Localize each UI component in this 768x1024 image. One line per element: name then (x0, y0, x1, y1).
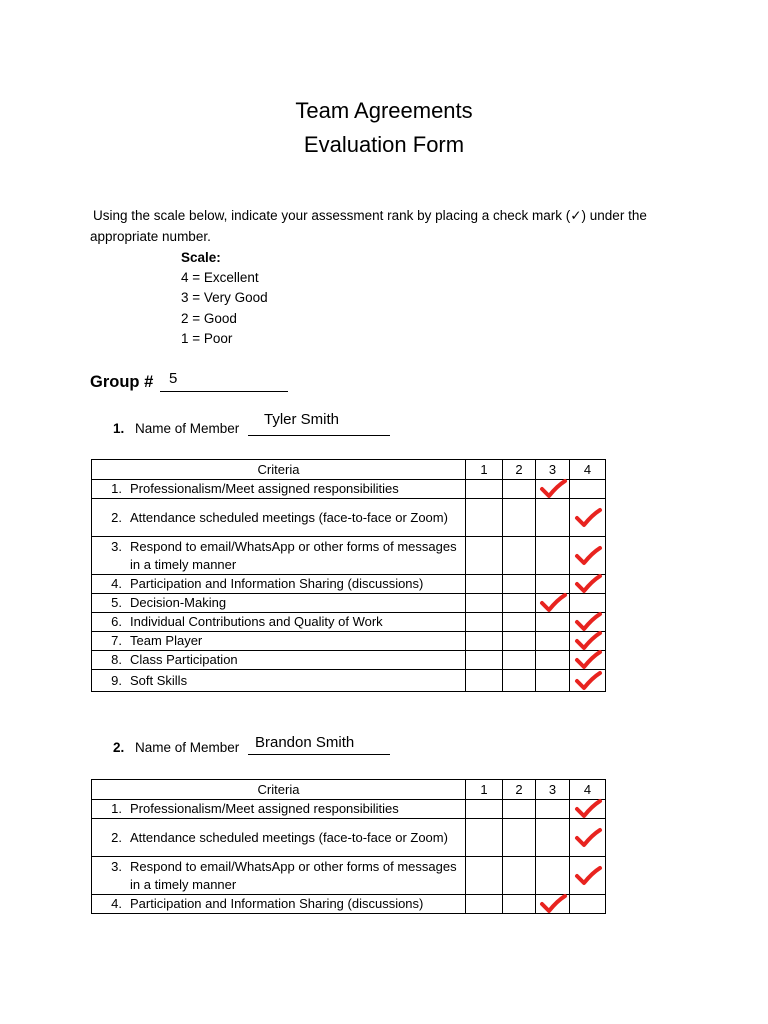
score-cell-1[interactable] (466, 499, 503, 537)
score-cell-4[interactable] (570, 632, 606, 651)
score-cell-3[interactable] (536, 480, 570, 499)
score-cell-4[interactable] (570, 613, 606, 632)
scale-item-3: 3 = Very Good (181, 290, 268, 305)
table-header-row (92, 780, 606, 800)
scale-label: Scale: (181, 250, 221, 265)
score-cell-2[interactable] (503, 857, 536, 895)
header-score-4: 4 (570, 460, 606, 480)
score-cell-1[interactable] (466, 632, 503, 651)
criteria-cell (92, 537, 466, 575)
criteria-number: 6. (111, 614, 122, 629)
criteria-text: Individual Contributions and Quality of Work (130, 614, 383, 629)
scale-item-4: 4 = Excellent (181, 270, 259, 285)
score-cell-2[interactable] (503, 575, 536, 594)
member-2-name[interactable]: Brandon Smith (255, 734, 355, 751)
criteria-text: Soft Skills (130, 672, 188, 688)
criteria-cell (92, 895, 466, 914)
score-cell-2[interactable] (503, 651, 536, 670)
table-header-row (92, 460, 606, 480)
score-cell-1[interactable] (466, 857, 503, 895)
scale-item-2: 2 = Good (181, 311, 237, 326)
member-1-criteria-table (91, 459, 606, 692)
group-label: Group # (90, 373, 154, 391)
header-score-2: 2 (503, 780, 536, 800)
table-row (92, 800, 606, 819)
member-2-criteria-table (91, 779, 606, 914)
header-score-3: 3 (536, 780, 570, 800)
table-row (92, 575, 606, 594)
table-row (92, 594, 606, 613)
table-row (92, 613, 606, 632)
score-cell-3[interactable] (536, 575, 570, 594)
score-cell-1[interactable] (466, 651, 503, 670)
score-cell-4[interactable] (570, 499, 606, 537)
criteria-text: Class Participation (130, 652, 238, 667)
score-cell-3[interactable] (536, 594, 570, 613)
criteria-number: 4. (111, 576, 122, 591)
score-cell-3[interactable] (536, 857, 570, 895)
instructions-line1: Using the scale below, indicate your assessment rank by placing a check mark (✓) under the (93, 208, 647, 223)
check-mark-icon (538, 893, 568, 915)
criteria-text: Team Player (130, 633, 203, 648)
criteria-cell (92, 670, 466, 692)
criteria-number: 9. (111, 672, 122, 688)
criteria-text: Attendance scheduled meetings (face-to-face or Zoom) (130, 829, 448, 845)
header-criteria: Criteria (92, 780, 466, 800)
score-cell-1[interactable] (466, 819, 503, 857)
score-cell-3[interactable] (536, 670, 570, 692)
criteria-text: Participation and Information Sharing (discussions) (130, 576, 424, 591)
scale-item-1: 1 = Poor (181, 331, 233, 346)
criteria-text: Respond to email/WhatsApp or other forms of messages in a timely manner (130, 858, 457, 892)
criteria-text: Professionalism/Meet assigned responsibilities (130, 481, 399, 496)
criteria-number: 3. (111, 858, 122, 874)
score-cell-4[interactable] (570, 537, 606, 575)
score-cell-4[interactable] (570, 480, 606, 499)
score-cell-4[interactable] (570, 857, 606, 895)
criteria-text: Professionalism/Meet assigned responsibilities (130, 801, 399, 816)
member-2-blank-line (248, 754, 390, 755)
score-cell-2[interactable] (503, 499, 536, 537)
criteria-number: 4. (111, 896, 122, 911)
score-cell-3[interactable] (536, 651, 570, 670)
header-criteria: Criteria (92, 460, 466, 480)
criteria-text: Respond to email/WhatsApp or other forms of messages in a timely manner (130, 538, 457, 572)
score-cell-3[interactable] (536, 895, 570, 914)
table-row (92, 857, 606, 895)
criteria-cell (92, 819, 466, 857)
table-row (92, 537, 606, 575)
criteria-number: 1. (111, 481, 122, 496)
score-cell-2[interactable] (503, 632, 536, 651)
check-mark-icon (573, 649, 603, 671)
score-cell-4[interactable] (570, 594, 606, 613)
score-cell-2[interactable] (503, 480, 536, 499)
check-mark-icon (538, 592, 568, 614)
table-row (92, 895, 606, 914)
criteria-number: 1. (111, 801, 122, 816)
score-cell-1[interactable] (466, 613, 503, 632)
header-score-4: 4 (570, 780, 606, 800)
criteria-cell (92, 499, 466, 537)
score-cell-4[interactable] (570, 575, 606, 594)
criteria-number: 7. (111, 633, 122, 648)
check-mark-icon (573, 545, 603, 567)
table-row (92, 480, 606, 499)
criteria-cell (92, 800, 466, 819)
criteria-text: Decision-Making (130, 595, 227, 610)
table-row (92, 499, 606, 537)
member-2-number: 2. (113, 740, 125, 755)
criteria-number: 8. (111, 652, 122, 667)
score-cell-1[interactable] (466, 670, 503, 692)
group-number-value[interactable]: 5 (169, 370, 178, 387)
table-row (92, 819, 606, 857)
score-cell-3[interactable] (536, 632, 570, 651)
member-1-label: Name of Member (135, 421, 240, 436)
criteria-number: 3. (111, 538, 122, 554)
score-cell-3[interactable] (536, 537, 570, 575)
score-cell-2[interactable] (503, 800, 536, 819)
score-cell-2[interactable] (503, 819, 536, 857)
criteria-number: 2. (111, 509, 122, 525)
member-2-label: Name of Member (135, 740, 240, 755)
score-cell-4[interactable] (570, 819, 606, 857)
score-cell-4[interactable] (570, 670, 606, 692)
table-row (92, 670, 606, 692)
score-cell-2[interactable] (503, 537, 536, 575)
check-mark-icon (573, 507, 603, 529)
header-score-3: 3 (536, 460, 570, 480)
criteria-cell (92, 480, 466, 499)
score-cell-2[interactable] (503, 670, 536, 692)
member-1-number: 1. (113, 421, 125, 436)
criteria-text: Participation and Information Sharing (discussions) (130, 896, 424, 911)
score-cell-3[interactable] (536, 499, 570, 537)
check-mark-icon (573, 865, 603, 887)
score-cell-2[interactable] (503, 613, 536, 632)
check-mark-icon (573, 827, 603, 849)
score-cell-2[interactable] (503, 594, 536, 613)
criteria-cell (92, 594, 466, 613)
criteria-cell (92, 575, 466, 594)
score-cell-4[interactable] (570, 651, 606, 670)
score-cell-1[interactable] (466, 800, 503, 819)
score-cell-3[interactable] (536, 819, 570, 857)
score-cell-2[interactable] (503, 895, 536, 914)
group-blank-line (160, 391, 288, 392)
instructions-line2: appropriate number. (90, 229, 211, 244)
score-cell-3[interactable] (536, 800, 570, 819)
criteria-cell (92, 857, 466, 895)
score-cell-1[interactable] (466, 537, 503, 575)
score-cell-3[interactable] (536, 613, 570, 632)
check-mark-icon (573, 798, 603, 820)
member-1-blank-line (248, 435, 390, 436)
header-score-1: 1 (466, 780, 503, 800)
score-cell-1[interactable] (466, 895, 503, 914)
member-1-name[interactable]: Tyler Smith (264, 411, 340, 428)
header-score-2: 2 (503, 460, 536, 480)
form-title-line2: Evaluation Form (303, 132, 465, 157)
criteria-text: Attendance scheduled meetings (face-to-face or Zoom) (130, 509, 448, 525)
check-mark-icon (538, 478, 568, 500)
table-row (92, 651, 606, 670)
score-cell-4[interactable] (570, 800, 606, 819)
score-cell-1[interactable] (466, 594, 503, 613)
criteria-number: 5. (111, 595, 122, 610)
criteria-number: 2. (111, 829, 122, 845)
score-cell-1[interactable] (466, 480, 503, 499)
header-score-1: 1 (466, 460, 503, 480)
table-row (92, 632, 606, 651)
criteria-cell (92, 651, 466, 670)
criteria-cell (92, 613, 466, 632)
criteria-cell (92, 632, 466, 651)
score-cell-4[interactable] (570, 895, 606, 914)
check-mark-icon (573, 670, 603, 692)
score-cell-1[interactable] (466, 575, 503, 594)
form-title-line1: Team Agreements (295, 98, 473, 123)
check-mark-icon (573, 573, 603, 595)
